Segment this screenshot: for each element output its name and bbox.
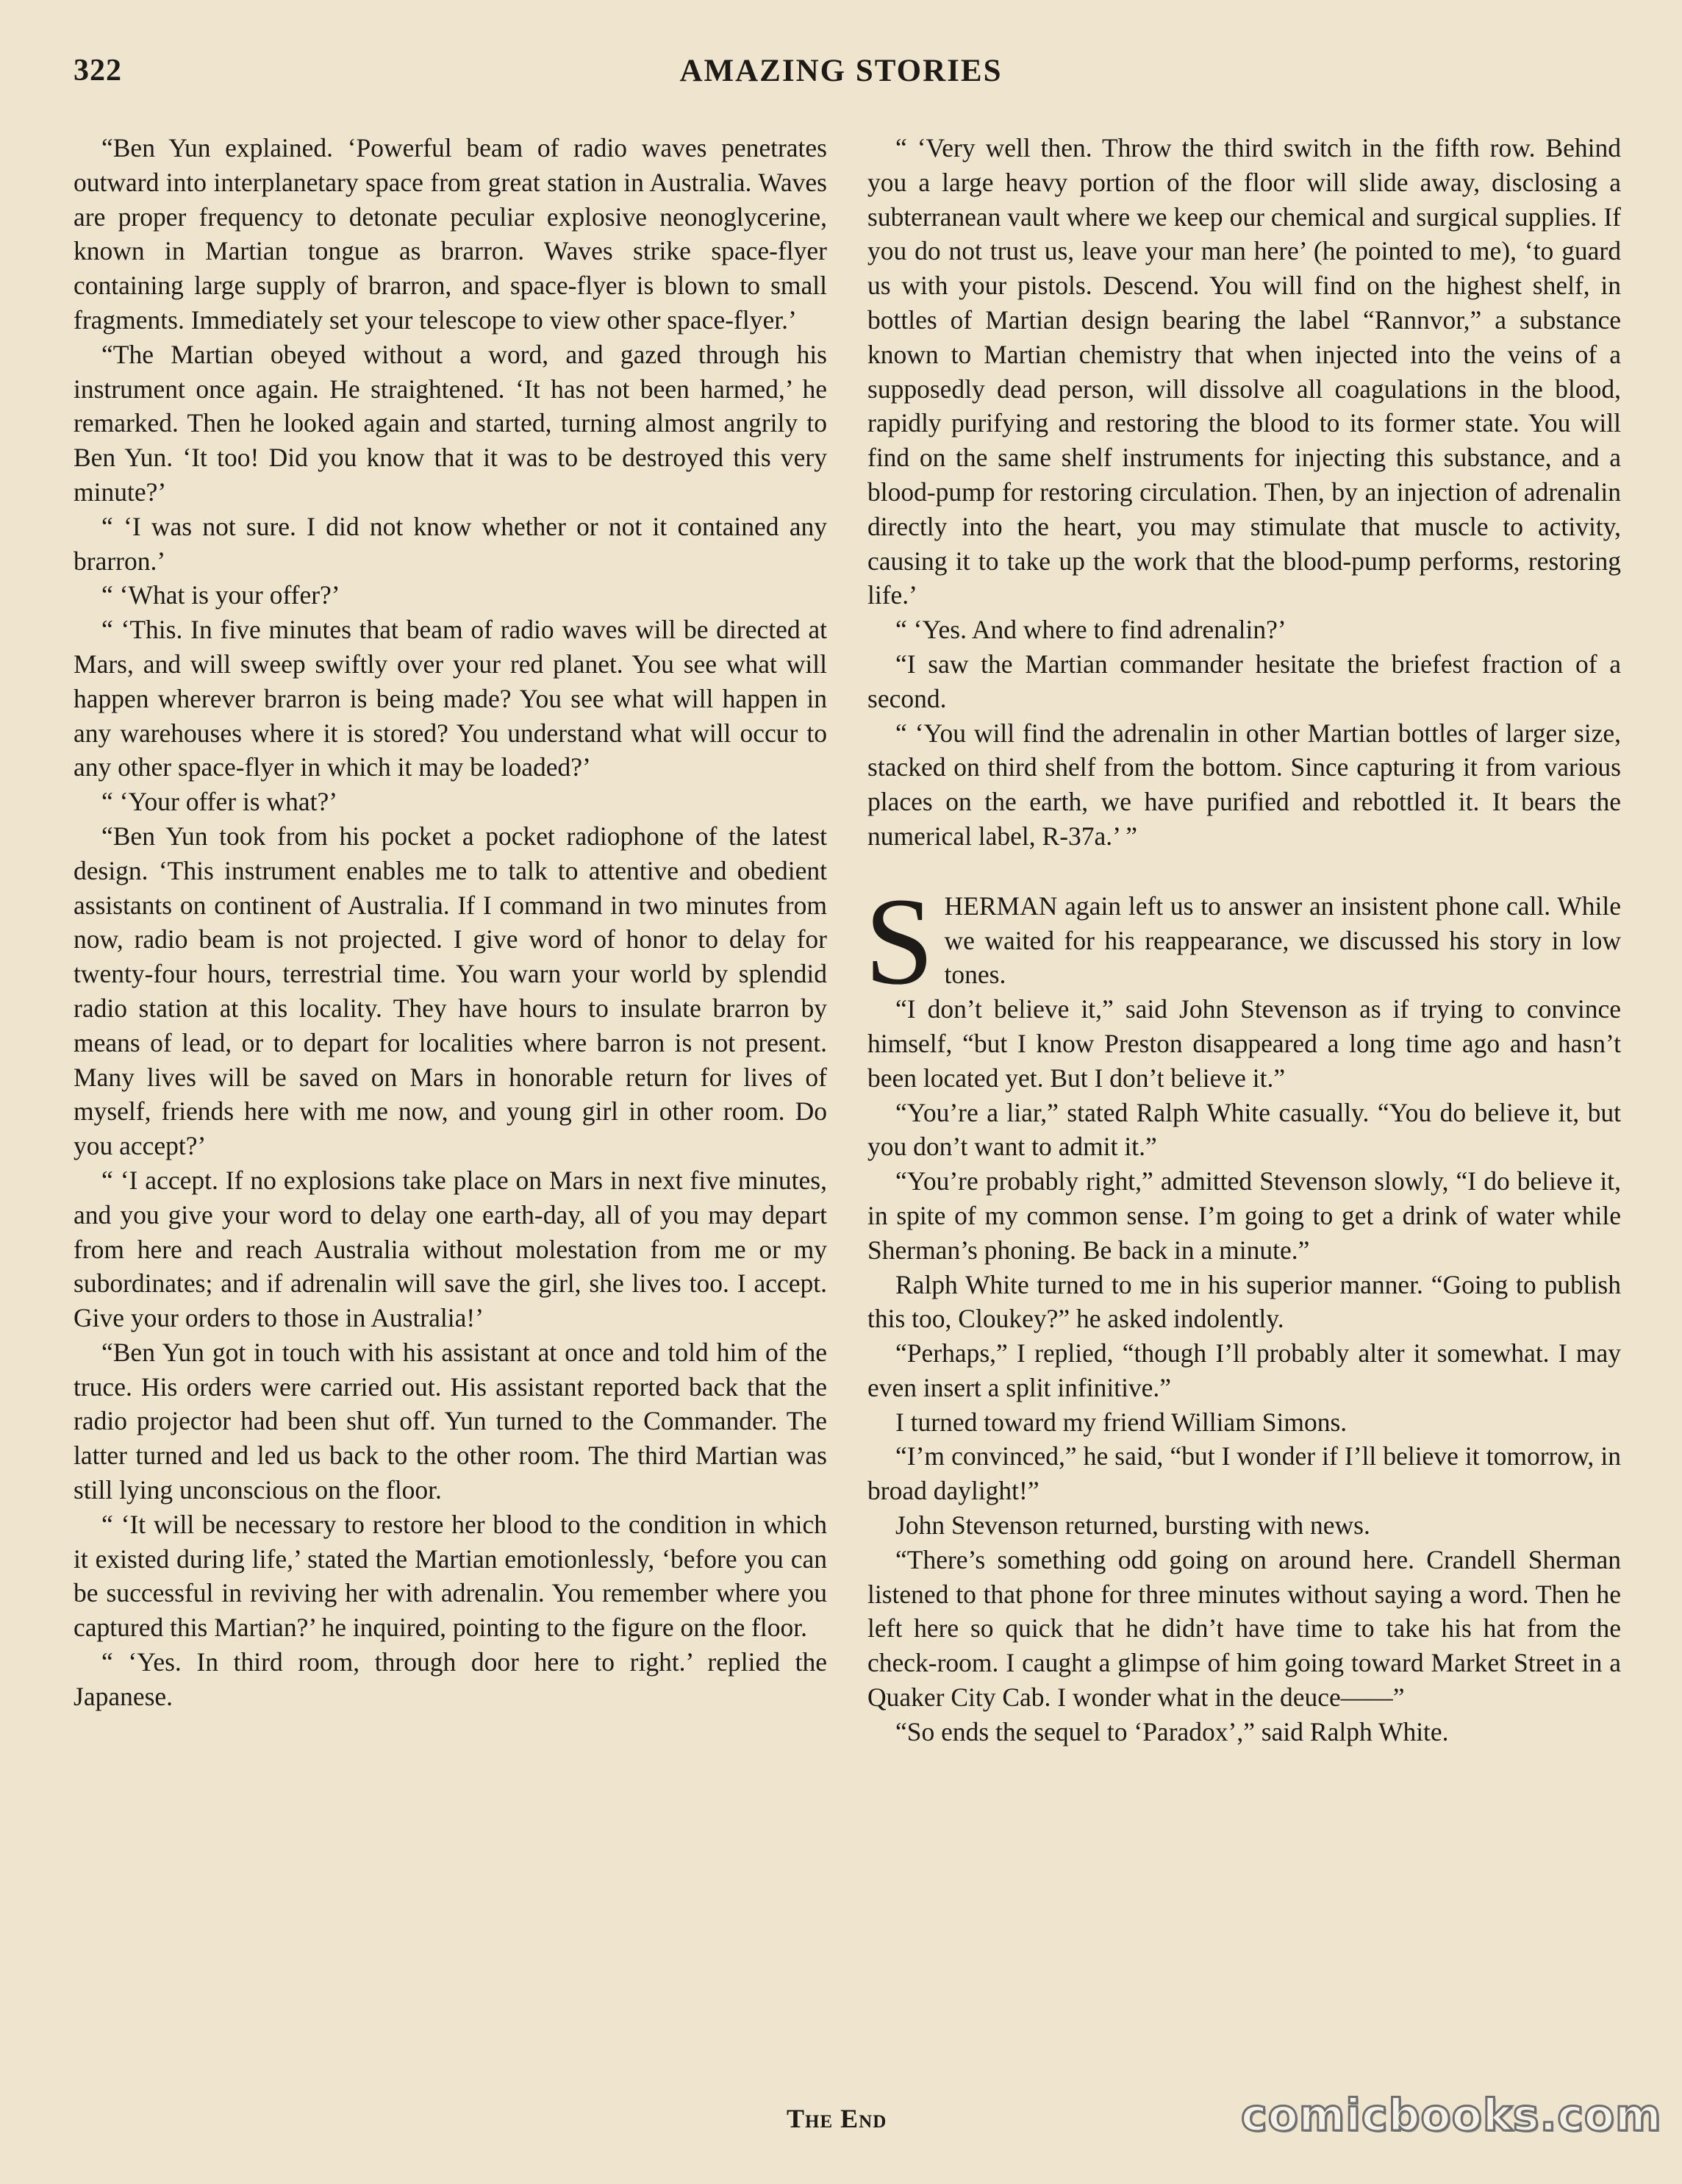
paragraph: “ ‘What is your offer?’ xyxy=(101,580,340,610)
paragraph: “ ‘I was not sure. I did not know whether or not it contained any brarron.’ xyxy=(74,511,827,576)
the-end-marker: The End xyxy=(787,2104,887,2133)
left-column xyxy=(74,131,827,1714)
paragraph: “ ‘You will find the adrenalin in other Martian bottles of larger size, stacked on third shelf from the bottom. Since capturing it from various places on the earth, we have purified and rebottled it. It bears the numerical label, R-37a.’ ” xyxy=(867,718,1621,851)
paragraph: I turned toward my friend William Simons. xyxy=(895,1407,1348,1437)
paragraph: “You’re a liar,” stated Ralph White casually. “You do believe it, but you don’t want to admit it.” xyxy=(867,1097,1621,1162)
paragraph: “Ben Yun explained. ‘Powerful beam of radio waves penetrates outward into interplanetary space from great station in Australia. Waves are proper frequency to detonate peculiar explosive neonoglycerine, known in Martian tongue as brarron. Waves strike space-flyer containing large supply of brarron, and space-flyer is blown to small fragments. Immediately set your telescope to view other space-flyer.’ xyxy=(74,133,827,335)
paragraph: “ ‘It will be necessary to restore her blood to the condition in which it existed during life,’ stated the Martian emotionlessly, ‘before you can be successful in reviving her with adrenalin. You remember where you captured this Martian?’ he inquired, pointing to the figure on the floor. xyxy=(74,1509,827,1643)
paragraph: “You’re probably right,” admitted Stevenson slowly, “I do believe it, in spite of my common sense. I’m going to get a drink of water while Sherman’s phoning. Be back in a minute.” xyxy=(867,1166,1621,1265)
paragraph: Ralph White turned to me in his superior manner. “Going to publish this too, Cloukey?” he asked indolently. xyxy=(867,1269,1621,1334)
section-opening-text: HERMAN again left us to answer an insistent phone call. While we waited for his reappearance, we discussed his story in low tones. xyxy=(944,891,1621,990)
paragraph: “ ‘Yes. And where to find adrenalin?’ xyxy=(895,615,1286,645)
paragraph: “ ‘I accept. If no explosions take place on Mars in next five minutes, and you give your word to delay one earth-day, all of you may depart from here and reach Australia without molestation from me or my subordinates; and if adrenalin will save the girl, she lives too. I accept. Give your orders to those in Australia!’ xyxy=(74,1165,827,1333)
watermark-logo: comicbooks.com xyxy=(1241,2090,1662,2141)
paragraph: “There’s something odd going on around here. Crandell Sherman listened to that phone for three minutes without saying a word. Then he left here so quick that he didn’t have time to take his hat from the check-room. I caught a glimpse of him going toward Market Street in a Quaker City Cab. I wonder what in the deuce——” xyxy=(867,1544,1621,1713)
page-number: 322 xyxy=(74,54,122,88)
paragraph: “ ‘Very well then. Throw the third switch in the fifth row. Behind you a large heavy portion of the floor will slide away, disclosing a subterranean vault where we keep our chemical and surgical supplies. If you do not trust us, leave your man here’ (he pointed to me), ‘to guard us with your pistols. Descend. You will find on the highest shelf, in bottles of Martian design bearing the label “Rannvor,” a substance known to Martian chemistry that when injected into the veins of a supposedly dead person, will dissolve all coagulations in the blood, rapidly purifying and restoring the blood to its former state. You will find on the same shelf instruments for injecting this substance, and a blood-pump for restoring circulation. Then, by an injection of adrenalin directly into the heart, you may stimulate that muscle to activity, causing it to take up the work that the blood-pump performs, restoring life.’ xyxy=(867,133,1621,610)
paragraph: “ ‘Yes. In third room, through door here to right.’ replied the Japanese. xyxy=(74,1647,827,1711)
drop-cap: S xyxy=(865,871,934,1010)
paragraph: “So ends the sequel to ‘Paradox’,” said Ralph White. xyxy=(895,1716,1449,1746)
paragraph: “I don’t believe it,” said John Stevenson as if trying to convince himself, “but I know Preston disappeared a long time ago and hasn’t been located yet. But I don’t believe it.” xyxy=(867,994,1621,1093)
paragraph: John Stevenson returned, bursting with news. xyxy=(895,1510,1370,1541)
paragraph: “ ‘Your offer is what?’ xyxy=(101,787,338,817)
paragraph: “ ‘This. In five minutes that beam of radio waves will be directed at Mars, and will sweep swiftly over your red planet. You see what will happen wherever brarron is being made? You see what will happen in any warehouses where it is stored? You understand what will occur to any other space-flyer in which it may be loaded?’ xyxy=(74,615,827,782)
paragraph: “I’m convinced,” he said, “but I wonder if I’ll believe it tomorrow, in broad daylight!” xyxy=(867,1441,1621,1506)
paragraph: “I saw the Martian commander hesitate the briefest fraction of a second. xyxy=(867,649,1621,713)
paragraph: “Perhaps,” I replied, “though I’ll probably alter it somewhat. I may even insert a split infinitive.” xyxy=(867,1338,1621,1402)
running-title: AMAZING STORIES xyxy=(679,54,1003,88)
paragraph: “The Martian obeyed without a word, and gazed through his instrument once again. He straightened. ‘It has not been harmed,’ he remarked. Then he looked again and started, turning almost angrily to Ben Yun. ‘It too! Did you know that it was to be destroyed this very minute?’ xyxy=(74,339,827,507)
right-column xyxy=(867,131,1621,1749)
section-opening xyxy=(865,871,1621,1010)
paragraph: “Ben Yun got in touch with his assistant at once and told him of the truce. His orders were carried out. His assistant reported back that the radio projector had been shut off. Yun turned to the Commander. The latter turned and led us back to the other room. The third Martian was still lying unconscious on the floor. xyxy=(74,1337,827,1505)
paragraph: “Ben Yun took from his pocket a pocket radiophone of the latest design. ‘This instrument enables me to talk to attentive and obedient assistants on continent of Australia. If I command in two minutes from now, radio beam is not projected. I give word of honor to delay for twenty-four hours, terrestrial time. You warn your world by splendid radio station at this locality. They have hours to insulate brarron by means of lead, or to depart for localities where barron is not present. Many lives will be saved on Mars in honorable return for lives of myself, friends here with me now, and young girl in other room. Do you accept?’ xyxy=(74,821,827,1161)
